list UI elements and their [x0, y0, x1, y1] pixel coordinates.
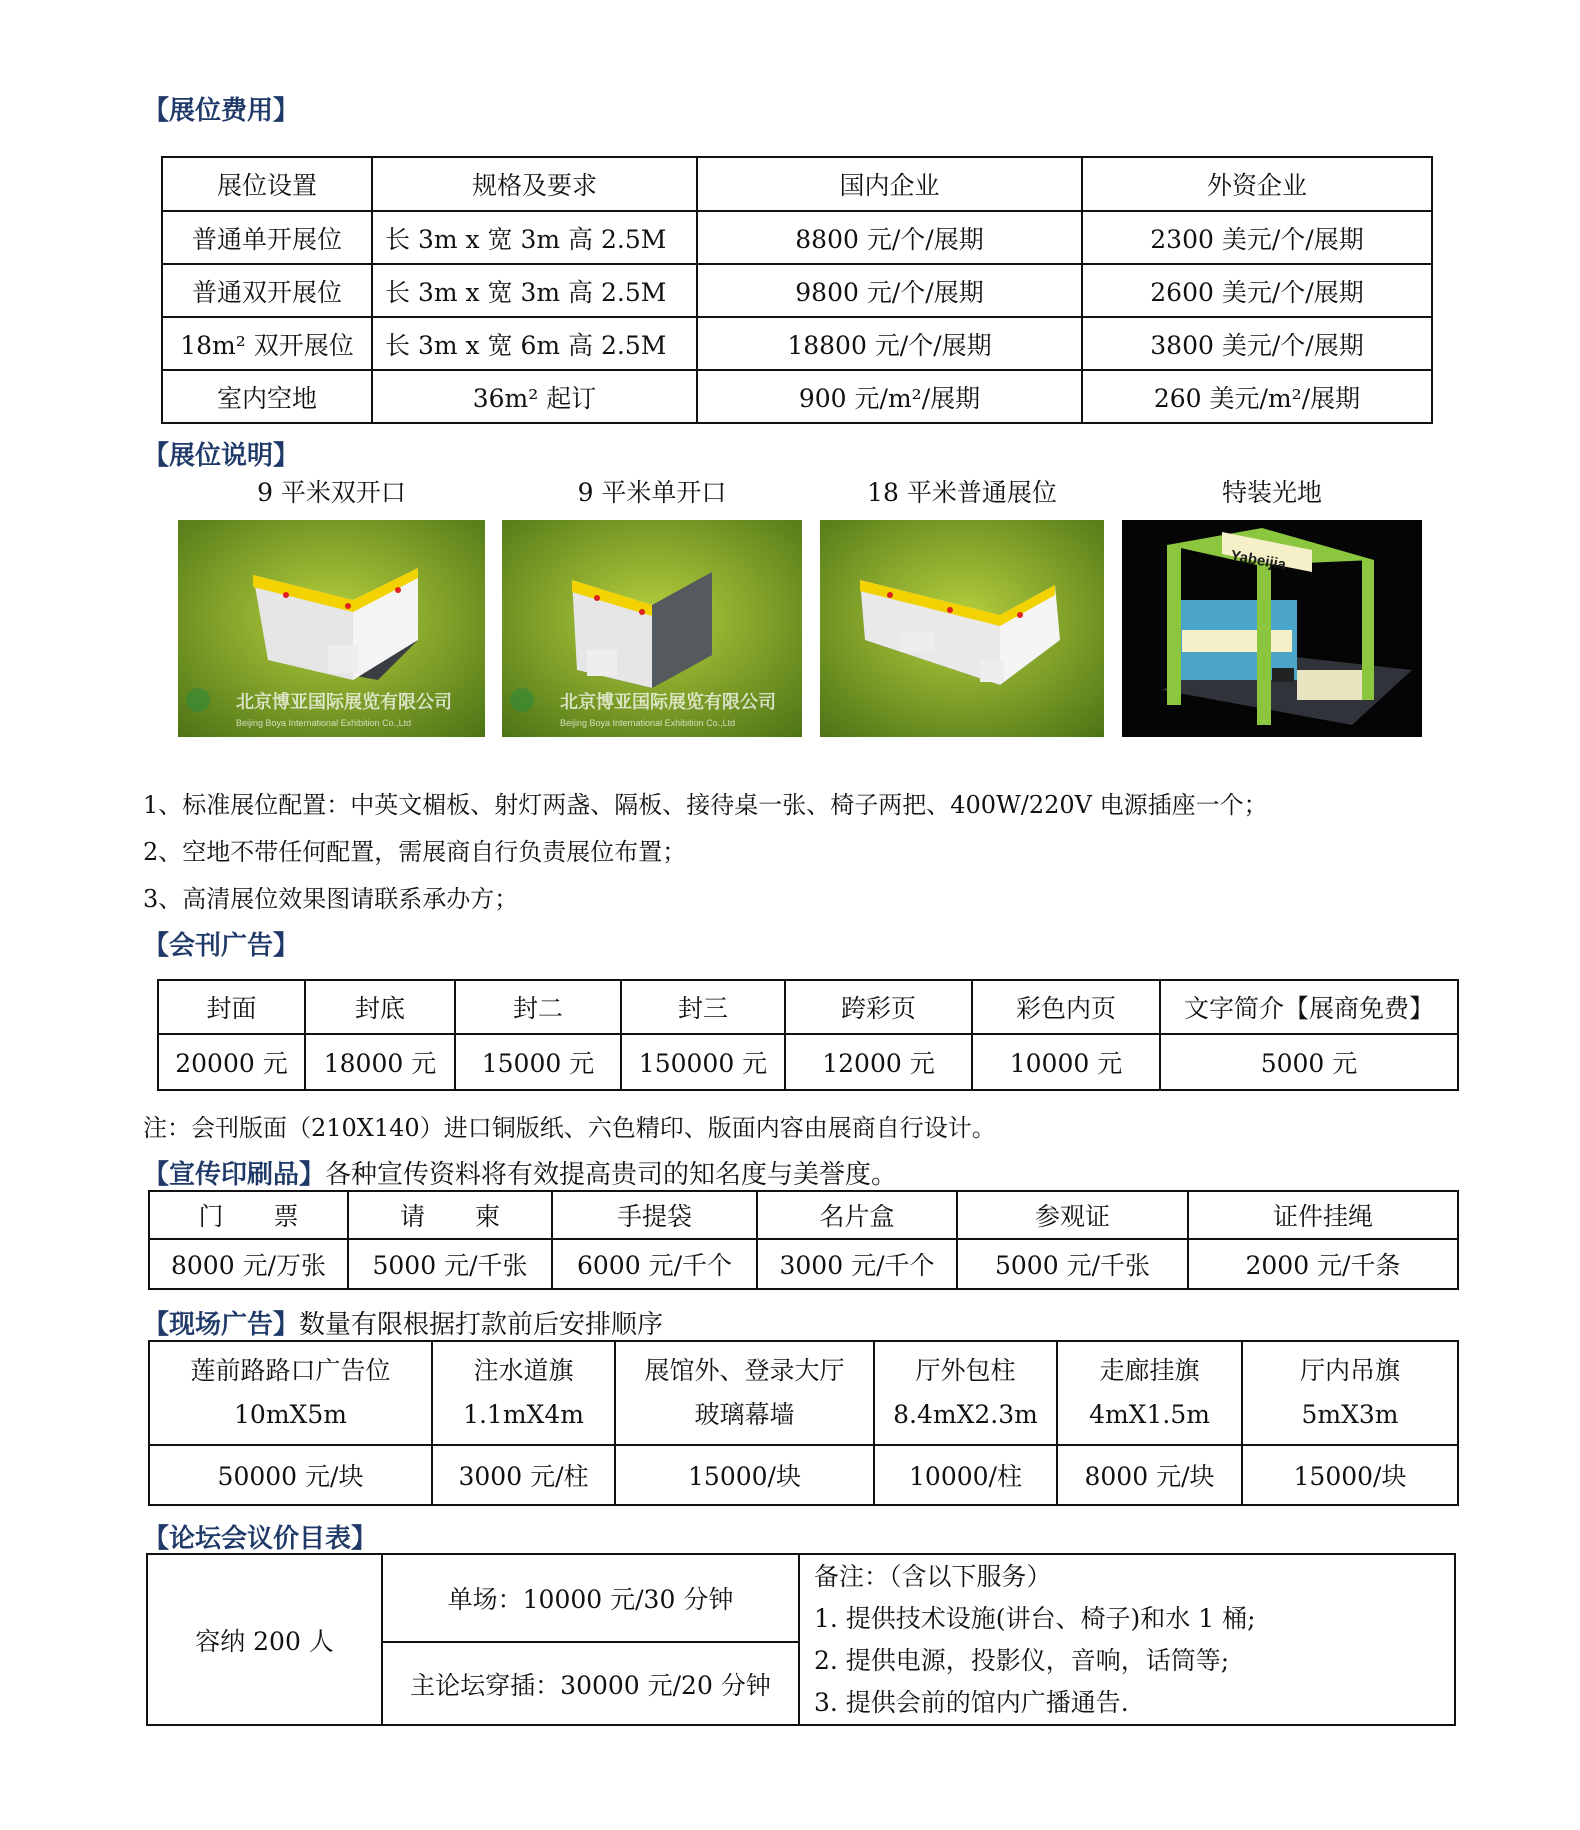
table-cell: 长 3m x 宽 3m 高 2.5M	[372, 264, 697, 317]
forum-remarks	[799, 1554, 1455, 1725]
table-cell: 36m² 起订	[372, 370, 697, 423]
forum-remark-item: 1. 提供技术设施(讲台、椅子)和水 1 桶;	[814, 1603, 1256, 1633]
watermark-text: 北京博亚国际展览有限公司	[236, 692, 452, 712]
booth-note-1: 1、标准展位配置：中英文楣板、射灯两盏、隔板、接待桌一张、椅子两把、400W/220V 电源插座一个；	[143, 791, 1268, 819]
onsite-ad-size: 5mX3m	[1301, 1400, 1399, 1429]
table-row	[162, 211, 1432, 264]
table-cell: 3000 元/柱	[432, 1445, 615, 1505]
table-cell: 20000 元	[158, 1034, 305, 1090]
table-cell: 15000 元	[455, 1034, 621, 1090]
table-cell: 10000 元	[972, 1034, 1160, 1090]
booth-note-2: 2、空地不带任何配置，需展商自行负责展位布置；	[143, 838, 687, 866]
onsite-ad-cell	[1057, 1341, 1242, 1445]
booth-image-special	[1122, 520, 1422, 737]
booth-image-double-open	[178, 520, 485, 737]
table-cell: 18000 元	[305, 1034, 455, 1090]
table-row	[147, 1554, 1455, 1642]
booth-image-18sqm	[820, 520, 1104, 737]
table-row	[149, 1191, 1458, 1239]
watermark-text-en: Beijing Boya International Exhibition Co.,Ltd	[560, 718, 736, 728]
table-cell: 长 3m x 宽 6m 高 2.5M	[372, 317, 697, 370]
table-header-cell: 名片盒	[757, 1191, 957, 1239]
booth-image-caption: 18 平米普通展位	[867, 478, 1057, 507]
table-row	[149, 1341, 1458, 1445]
table-header-cell: 跨彩页	[785, 980, 972, 1034]
watermark-text: 北京博亚国际展览有限公司	[560, 692, 776, 712]
table-cell: 6000 元/千个	[552, 1239, 757, 1289]
table-cell: 室内空地	[162, 370, 372, 423]
table-cell: 260 美元/m²/展期	[1082, 370, 1432, 423]
journal-ads-heading: 【会刊广告】	[143, 931, 300, 961]
booth-image-caption: 特装光地	[1221, 478, 1322, 507]
table-header-cell: 展位设置	[162, 157, 372, 211]
onsite-ad-name: 走廊挂旗	[1099, 1356, 1200, 1385]
onsite-ad-name: 展馆外、登录大厅	[644, 1356, 845, 1385]
table-header-cell: 规格及要求	[372, 157, 697, 211]
table-header-cell: 手提袋	[552, 1191, 757, 1239]
forum-heading: 【论坛会议价目表】	[143, 1524, 378, 1554]
table-cell: 8000 元/万张	[149, 1239, 348, 1289]
forum-remark-item: 2. 提供电源，投影仪，音响，话筒等;	[814, 1645, 1230, 1675]
table-cell: 900 元/m²/展期	[697, 370, 1082, 423]
table-row	[158, 980, 1458, 1034]
booth-fees-heading: 【展位费用】	[143, 96, 300, 126]
table-header-cell: 文字简介【展商免费】	[1160, 980, 1458, 1034]
watermark-text-en: Beijing Boya International Exhibition Co.,Ltd	[236, 718, 412, 728]
table-cell: 2000 元/千条	[1188, 1239, 1458, 1289]
booth-note-3: 3、高清展位效果图请联系承办方；	[143, 885, 519, 913]
table-header-cell: 封面	[158, 980, 305, 1034]
table-cell: 3800 美元/个/展期	[1082, 317, 1432, 370]
onsite-ad-cell	[615, 1341, 874, 1445]
table-row	[158, 1034, 1458, 1090]
table-cell: 9800 元/个/展期	[697, 264, 1082, 317]
table-cell: 18m² 双开展位	[162, 317, 372, 370]
forum-remark-item: 3. 提供会前的馆内广播通告.	[814, 1687, 1129, 1717]
onsite-ad-size: 8.4mX2.3m	[893, 1400, 1038, 1429]
table-row	[162, 317, 1432, 370]
table-cell: 15000/块	[1242, 1445, 1458, 1505]
onsite-ad-name: 厅内吊旗	[1299, 1356, 1400, 1385]
table-row	[149, 1445, 1458, 1505]
journal-ads-table	[157, 979, 1459, 1091]
table-cell: 150000 元	[621, 1034, 785, 1090]
table-cell: 5000 元	[1160, 1034, 1458, 1090]
booth-image-single-open	[502, 520, 802, 737]
table-cell: 18800 元/个/展期	[697, 317, 1082, 370]
forum-remark-title: 备注：（含以下服务）	[814, 1561, 1052, 1591]
forum-main-price: 主论坛穿插：30000 元/20 分钟	[382, 1642, 799, 1725]
onsite-ad-size: 10mX5m	[234, 1400, 347, 1429]
onsite-ads-title: 【现场广告】	[143, 1310, 300, 1340]
journal-ads-note: 注：会刊版面（210X140）进口铜版纸、六色精印、版面内容由展商自行设计。	[143, 1114, 996, 1142]
table-cell: 3000 元/千个	[757, 1239, 957, 1289]
onsite-ad-name: 注水道旗	[473, 1356, 574, 1385]
onsite-ad-size: 玻璃幕墙	[694, 1400, 795, 1429]
booth-image-caption: 9 平米单开口	[577, 478, 727, 507]
table-cell: 普通单开展位	[162, 211, 372, 264]
table-row	[149, 1239, 1458, 1289]
table-header-cell: 证件挂绳	[1188, 1191, 1458, 1239]
onsite-ad-size: 4mX1.5m	[1089, 1400, 1210, 1429]
table-header-cell: 外资企业	[1082, 157, 1432, 211]
table-cell: 8000 元/块	[1057, 1445, 1242, 1505]
table-cell: 5000 元/千张	[348, 1239, 552, 1289]
forum-table	[146, 1553, 1456, 1726]
table-cell: 普通双开展位	[162, 264, 372, 317]
onsite-ads-subtitle: 数量有限根据打款前后安排顺序	[299, 1310, 664, 1340]
booth-desc-heading: 【展位说明】	[143, 441, 300, 471]
table-header-cell: 彩色内页	[972, 980, 1160, 1034]
table-cell: 10000/柱	[874, 1445, 1057, 1505]
table-header-cell: 封底	[305, 980, 455, 1034]
forum-single-price: 单场：10000 元/30 分钟	[382, 1554, 799, 1642]
table-header-cell: 请 柬	[348, 1191, 552, 1239]
onsite-ad-name: 莲前路路口广告位	[190, 1356, 391, 1385]
onsite-ad-cell	[874, 1341, 1057, 1445]
table-cell: 50000 元/块	[149, 1445, 432, 1505]
onsite-ad-cell	[149, 1341, 432, 1445]
table-header-cell: 封二	[455, 980, 621, 1034]
table-row	[162, 370, 1432, 423]
onsite-ads-heading	[143, 1304, 663, 1341]
table-header-cell: 封三	[621, 980, 785, 1034]
onsite-ad-name: 厅外包柱	[915, 1356, 1016, 1385]
table-cell: 12000 元	[785, 1034, 972, 1090]
onsite-ads-table	[148, 1340, 1459, 1506]
print-materials-heading	[143, 1154, 897, 1191]
onsite-ad-cell	[432, 1341, 615, 1445]
table-cell: 5000 元/千张	[957, 1239, 1188, 1289]
print-materials-table	[148, 1190, 1459, 1290]
table-cell: 15000/块	[615, 1445, 874, 1505]
forum-capacity: 容纳 200 人	[147, 1554, 382, 1725]
table-row	[162, 264, 1432, 317]
table-header-cell: 门 票	[149, 1191, 348, 1239]
table-cell: 长 3m x 宽 3m 高 2.5M	[372, 211, 697, 264]
onsite-ad-cell	[1242, 1341, 1458, 1445]
onsite-ad-size: 1.1mX4m	[463, 1400, 584, 1429]
booth-sign-text: Yabeijia	[1229, 547, 1288, 574]
booth-fees-table	[161, 156, 1433, 424]
table-row	[162, 157, 1432, 211]
booth-image-caption: 9 平米双开口	[257, 478, 406, 507]
table-cell: 2300 美元/个/展期	[1082, 211, 1432, 264]
table-cell: 2600 美元/个/展期	[1082, 264, 1432, 317]
table-header-cell: 参观证	[957, 1191, 1188, 1239]
table-header-cell: 国内企业	[697, 157, 1082, 211]
table-cell: 8800 元/个/展期	[697, 211, 1082, 264]
print-materials-title: 【宣传印刷品】	[143, 1160, 326, 1190]
print-materials-subtitle: 各种宣传资料将有效提高贵司的知名度与美誉度。	[325, 1160, 898, 1190]
